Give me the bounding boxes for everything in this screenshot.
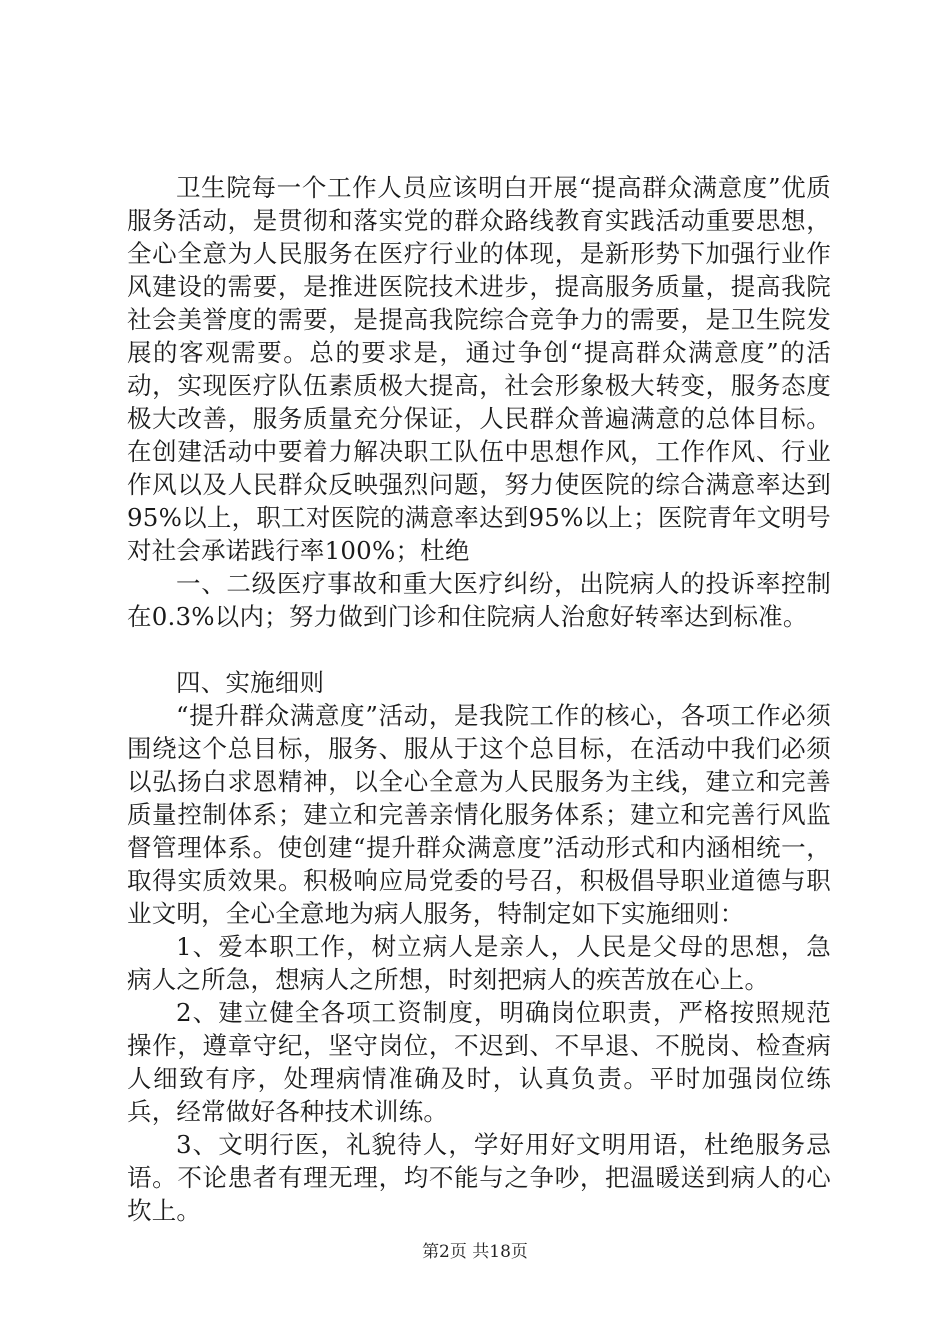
page-number-footer: 第2页 共18页	[422, 1242, 528, 1262]
list-item-3: 3、文明行医，礼貌待人，学好用好文明用语，杜绝服务忌语。不论患者有理无理，均不能与之争吵，把温暖送到病人的心坎上。	[127, 1130, 831, 1225]
paragraph-purpose: 卫生院每一个工作人员应该明白开展“提高群众满意度”优质服务活动，是贯彻和落实党的群众路线教育实践活动重要思想，全心全意为人民服务在医疗行业的体现，是新形势下加强行业作风建设的需要，是推进医院技术进步，提高服务质量，提高我院社会美誉度的需要，是提高我院综合竞争力的需要，是卫生院发展的客观需要。总的要求是，通过争创“提高群众满意度”的活动，实现医疗队伍素质极大提高，社会形象极大转变，服务态度极大改善，服务质量充分保证，人民群众普遍满意的总体目标。在创建活动中要着力解决职工队伍中思想作风，工作作风、行业作风以及人民群众反映强烈问题，努力使医院的综合满意率达到95%以上，职工对医院的满意率达到95%以上；医院青年文明号对社会承诺践行率100%；杜绝	[127, 173, 831, 565]
list-item-2: 2、建立健全各项工资制度，明确岗位职责，严格按照规范操作，遵章守纪，坚守岗位，不迟到、不早退、不脱岗、检查病人细致有序，处理病情准确及时，认真负责。平时加强岗位练兵，经常做好各种技术训练。	[127, 998, 831, 1126]
paragraph-activity-core: “提升群众满意度”活动，是我院工作的核心，各项工作必须围绕这个总目标，服务、服从于这个总目标，在活动中我们必须以弘扬白求恩精神，以全心全意为人民服务为主线，建立和完善质量控制体系；建立和完善亲情化服务体系；建立和完善行风监督管理体系。使创建“提升群众满意度”活动形式和内涵相统一，取得实质效果。积极响应局党委的号召，积极倡导职业道德与职业文明，全心全意地为病人服务，特制定如下实施细则：	[127, 701, 831, 928]
list-item-1: 1、爱本职工作，树立病人是亲人，人民是父母的思想，急病人之所急，想病人之所想，时刻把病人的疾苦放在心上。	[127, 932, 831, 994]
document-body	[127, 171, 831, 1227]
paragraph-targets: 一、二级医疗事故和重大医疗纠纷，出院病人的投诉率控制在0.3%以内；努力做到门诊和住院病人治愈好转率达到标准。	[127, 569, 831, 631]
section-heading-implementation: 四、实施细则	[176, 668, 325, 697]
